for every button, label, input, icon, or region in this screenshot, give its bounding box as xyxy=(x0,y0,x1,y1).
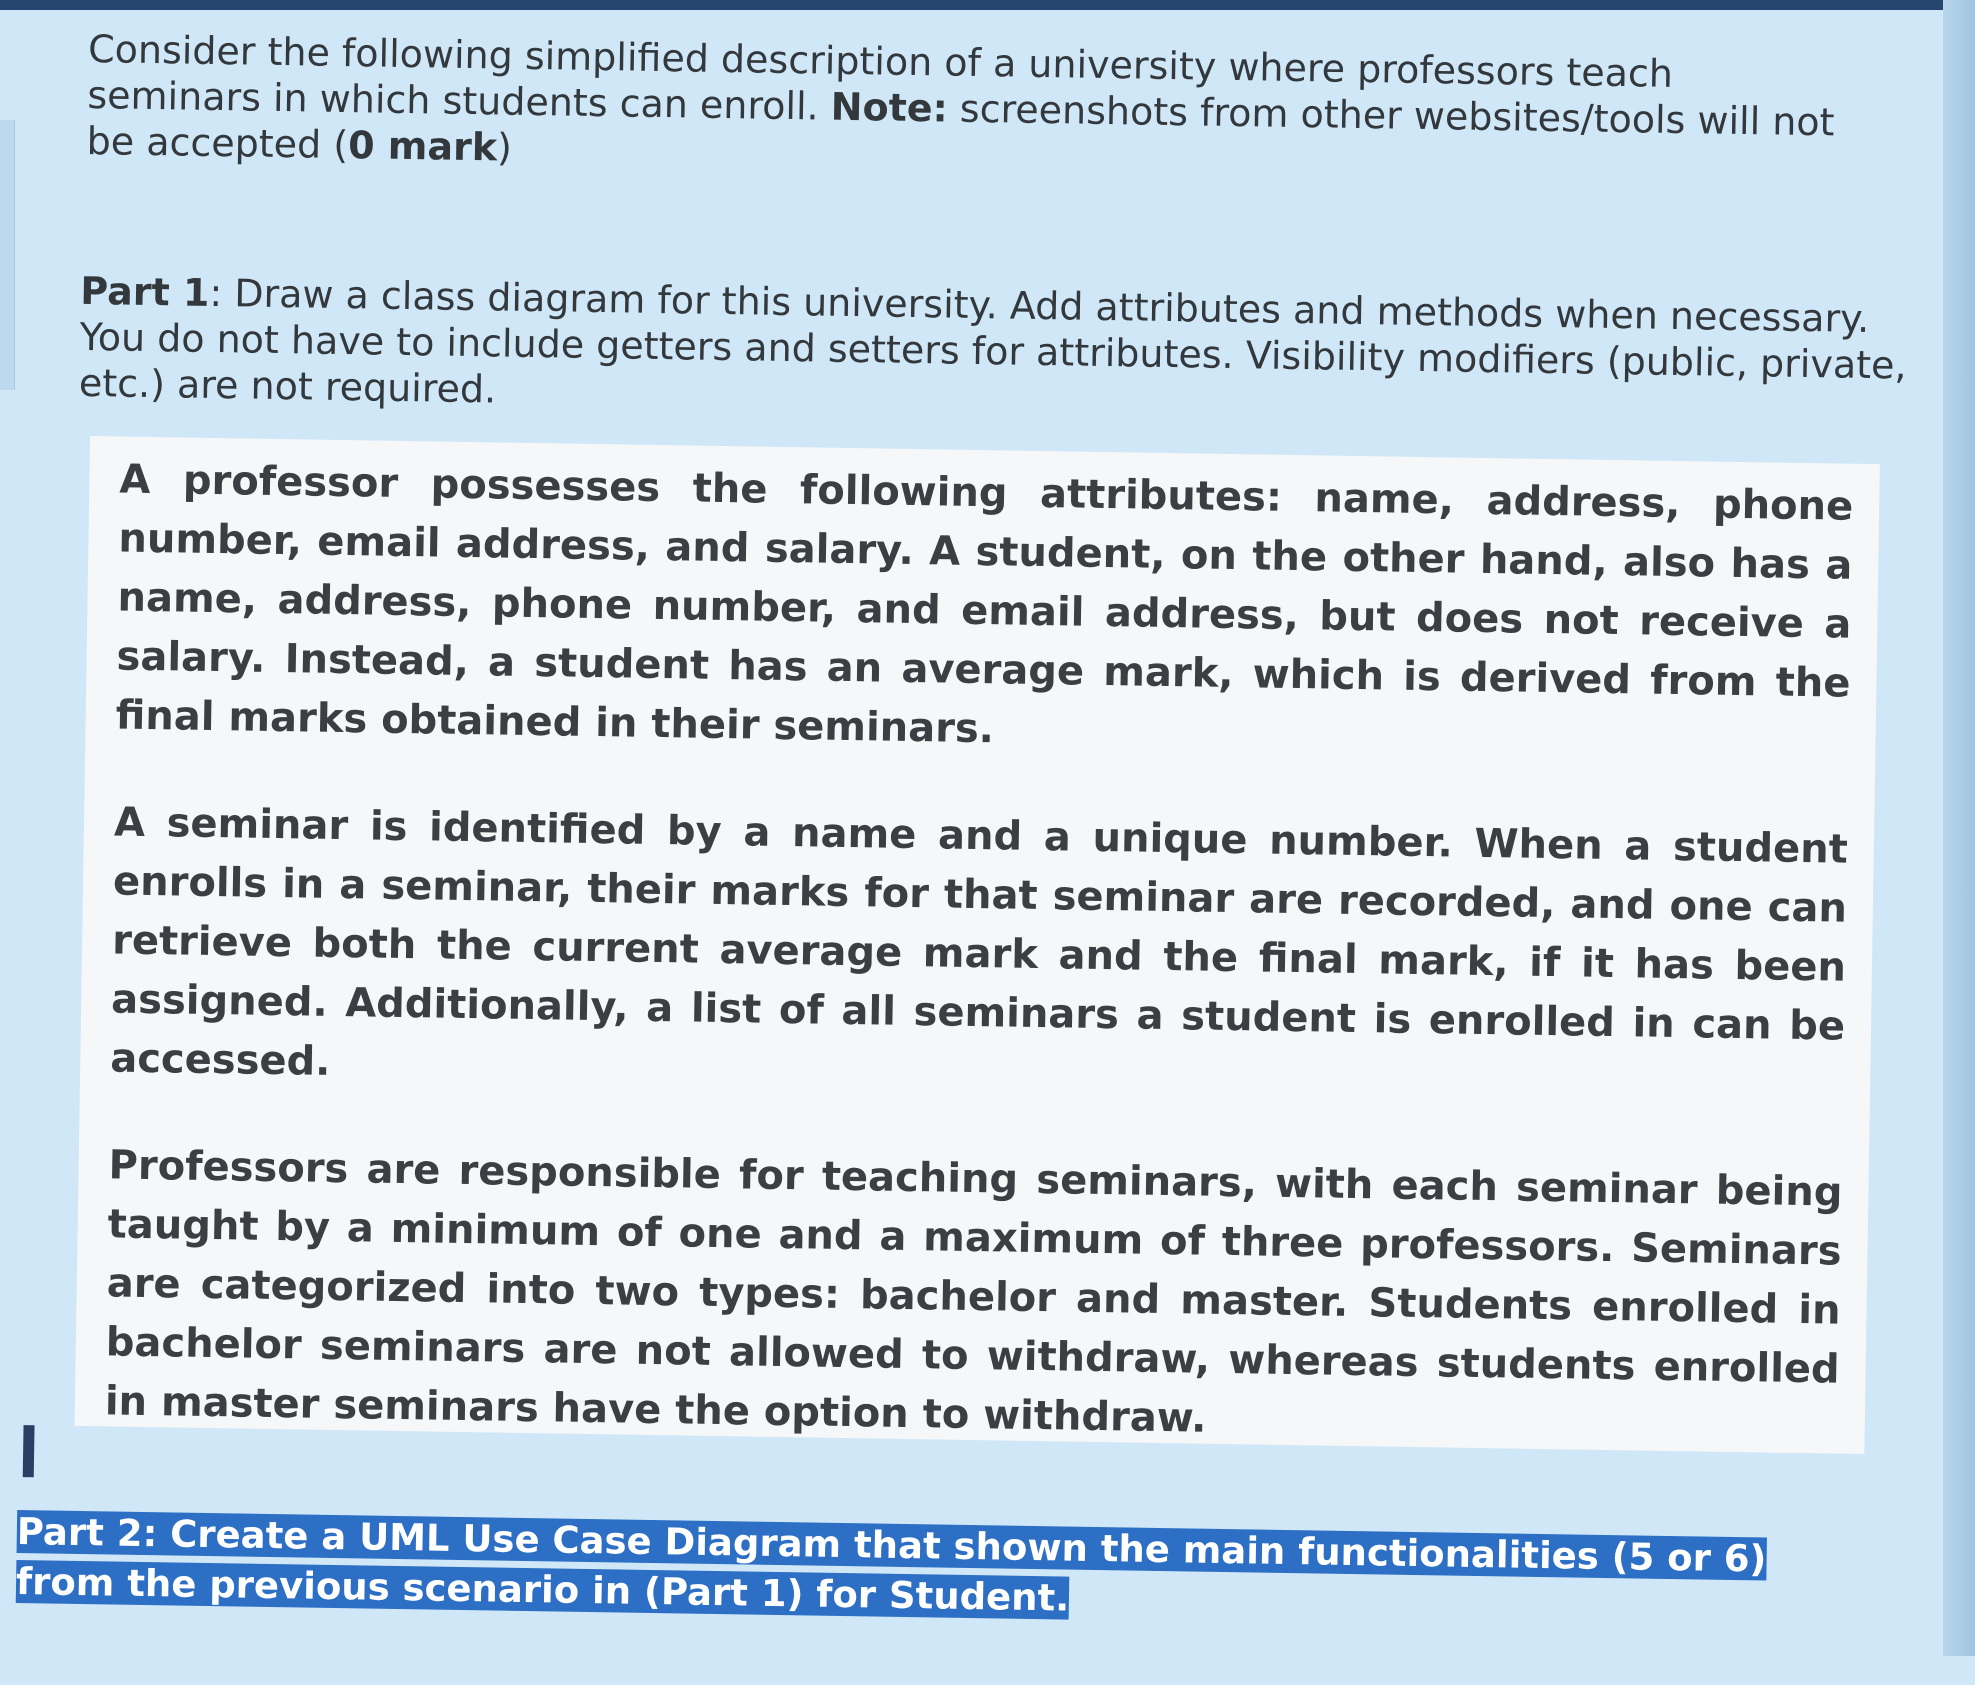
part2-selected-text[interactable]: Part 2: Create a UML Use Case Diagram that shown the main functionalities (5 or 6) from the previous scenario in (Part 1) for Student. xyxy=(15,1510,1767,1620)
scenario-paragraph-seminar: A seminar is identified by a name and a unique number. When a student enrolls in a seminar, their marks for that seminar are recorded, and one can retrieve both the current average mark and the final mark, if it has been assigned. Additionally, a list of all seminars a student is enrolled in can be accessed. xyxy=(109,799,1849,1085)
scenario-box xyxy=(75,436,1880,1454)
note-zero-mark: 0 mark xyxy=(347,123,498,170)
intro-text: Consider the following simplified description of a university where professors teach seminars in which students can enroll. xyxy=(87,26,1674,129)
part1-instructions xyxy=(79,268,1911,435)
scenario-paragraph-professor-student: A professor possesses the following attributes: name, address, phone number, email address, and salary. A student, on the other hand, also has a name, address, phone number, and email address, but does not receive a salary. Instead, a student has an average mark, which is derived from the final marks obtained in their seminars. xyxy=(115,456,1854,753)
text-cursor xyxy=(23,1425,35,1477)
note-text: screenshots from other websites/tools will not be accepted ( xyxy=(86,86,1835,168)
intro-paragraph xyxy=(86,26,1858,192)
part2-instructions[interactable] xyxy=(16,1507,1807,1635)
part1-text: : Draw a class diagram for this university. Add attributes and methods when necessary. You do not have to include getters and setters for attributes. Visibility modifiers (public, private, etc.) are not required. xyxy=(78,270,1907,412)
part1-label: Part 1 xyxy=(80,268,210,315)
note-close: ) xyxy=(496,125,513,170)
scenario-paragraph-teaching: Professors are responsible for teaching seminars, with each seminar being taught by a minimum of one and a maximum of three professors. Seminars are categorized into two types: bachelor and master. Students enrolled in bachelor seminars are not allowed to withdraw, whereas students enrolled in master seminars have the option to withdraw. xyxy=(104,1142,1843,1442)
note-label: Note: xyxy=(830,84,949,131)
